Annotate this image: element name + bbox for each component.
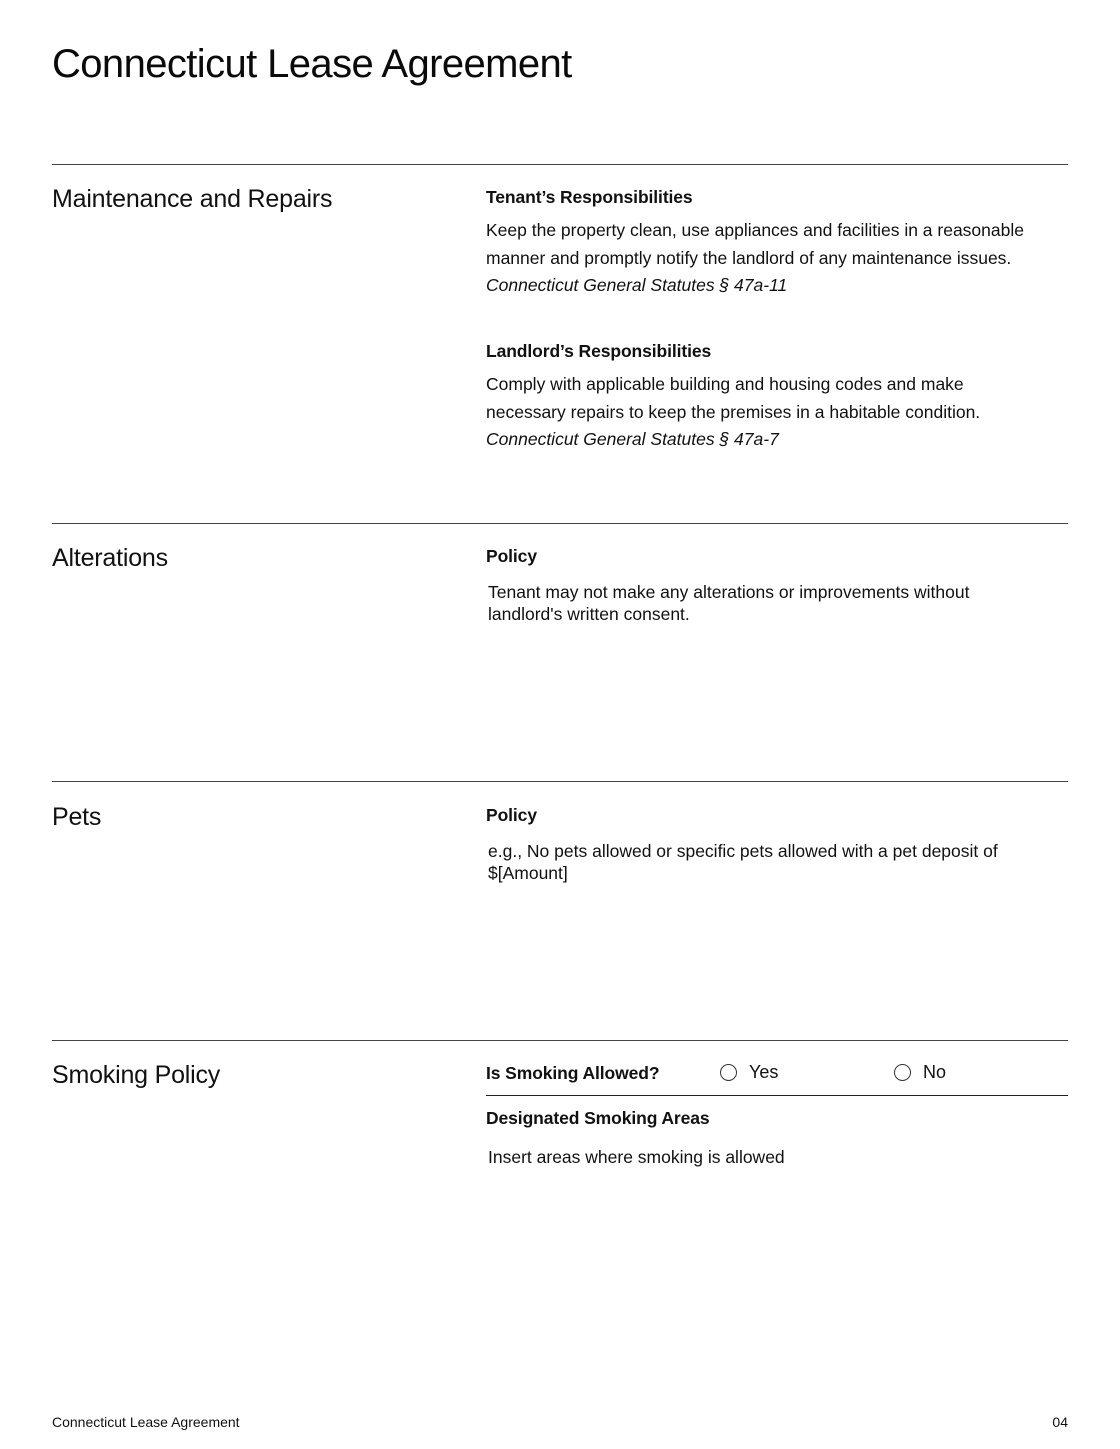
landlord-responsibilities-text [486,371,1046,454]
pets-policy-field[interactable]: e.g., No pets allowed or specific pets allowed with a pet deposit of $[Amount] [488,841,998,883]
tenant-responsibilities-heading: Tenant’s Responsibilities [486,187,693,207]
pets-policy-heading: Policy [486,805,537,825]
section-divider [52,781,1068,782]
smoking-no-label: No [923,1062,947,1082]
section-title-maintenance: Maintenance and Repairs [52,185,333,213]
radio-button-icon[interactable] [894,1064,911,1081]
landlord-responsibilities-body: Comply with applicable building and housing codes and make necessary repairs to keep the premises in a habitable condition. [486,374,981,422]
tenant-statute-citation: Connecticut General Statutes § 47a-11 [486,275,788,295]
smoking-allowed-question: Is Smoking Allowed? [486,1063,660,1083]
section-divider [52,164,1068,165]
landlord-statute-citation: Connecticut General Statutes § 47a-7 [486,429,779,449]
document-title: Connecticut Lease Agreement [52,42,572,86]
smoking-yes-label: Yes [749,1062,779,1082]
smoking-question-divider [486,1095,1068,1096]
section-divider [52,523,1068,524]
tenant-responsibilities-text [486,217,1076,300]
tenant-responsibilities-body: Keep the property clean, use appliances and facilities in a reasonable manner and promptly notify the landlord of any maintenance issues. [486,220,1024,268]
section-title-smoking: Smoking Policy [52,1061,221,1089]
smoking-no-radio[interactable] [894,1062,946,1083]
radio-button-icon[interactable] [720,1064,737,1081]
alterations-policy-heading: Policy [486,546,537,566]
footer-document-title: Connecticut Lease Agreement [52,1414,240,1430]
section-title-alterations: Alterations [52,544,168,572]
section-title-pets: Pets [52,803,102,831]
alterations-policy-field[interactable]: Tenant may not make any alterations or improvements without landlord's written consent. [488,582,970,624]
landlord-responsibilities-heading: Landlord’s Responsibilities [486,341,712,361]
smoking-yes-radio[interactable] [720,1062,778,1083]
footer-page-number: 04 [1052,1414,1068,1430]
section-divider [52,1040,1068,1041]
designated-smoking-areas-heading: Designated Smoking Areas [486,1108,710,1128]
designated-smoking-areas-field[interactable]: Insert areas where smoking is allowed [488,1147,785,1167]
